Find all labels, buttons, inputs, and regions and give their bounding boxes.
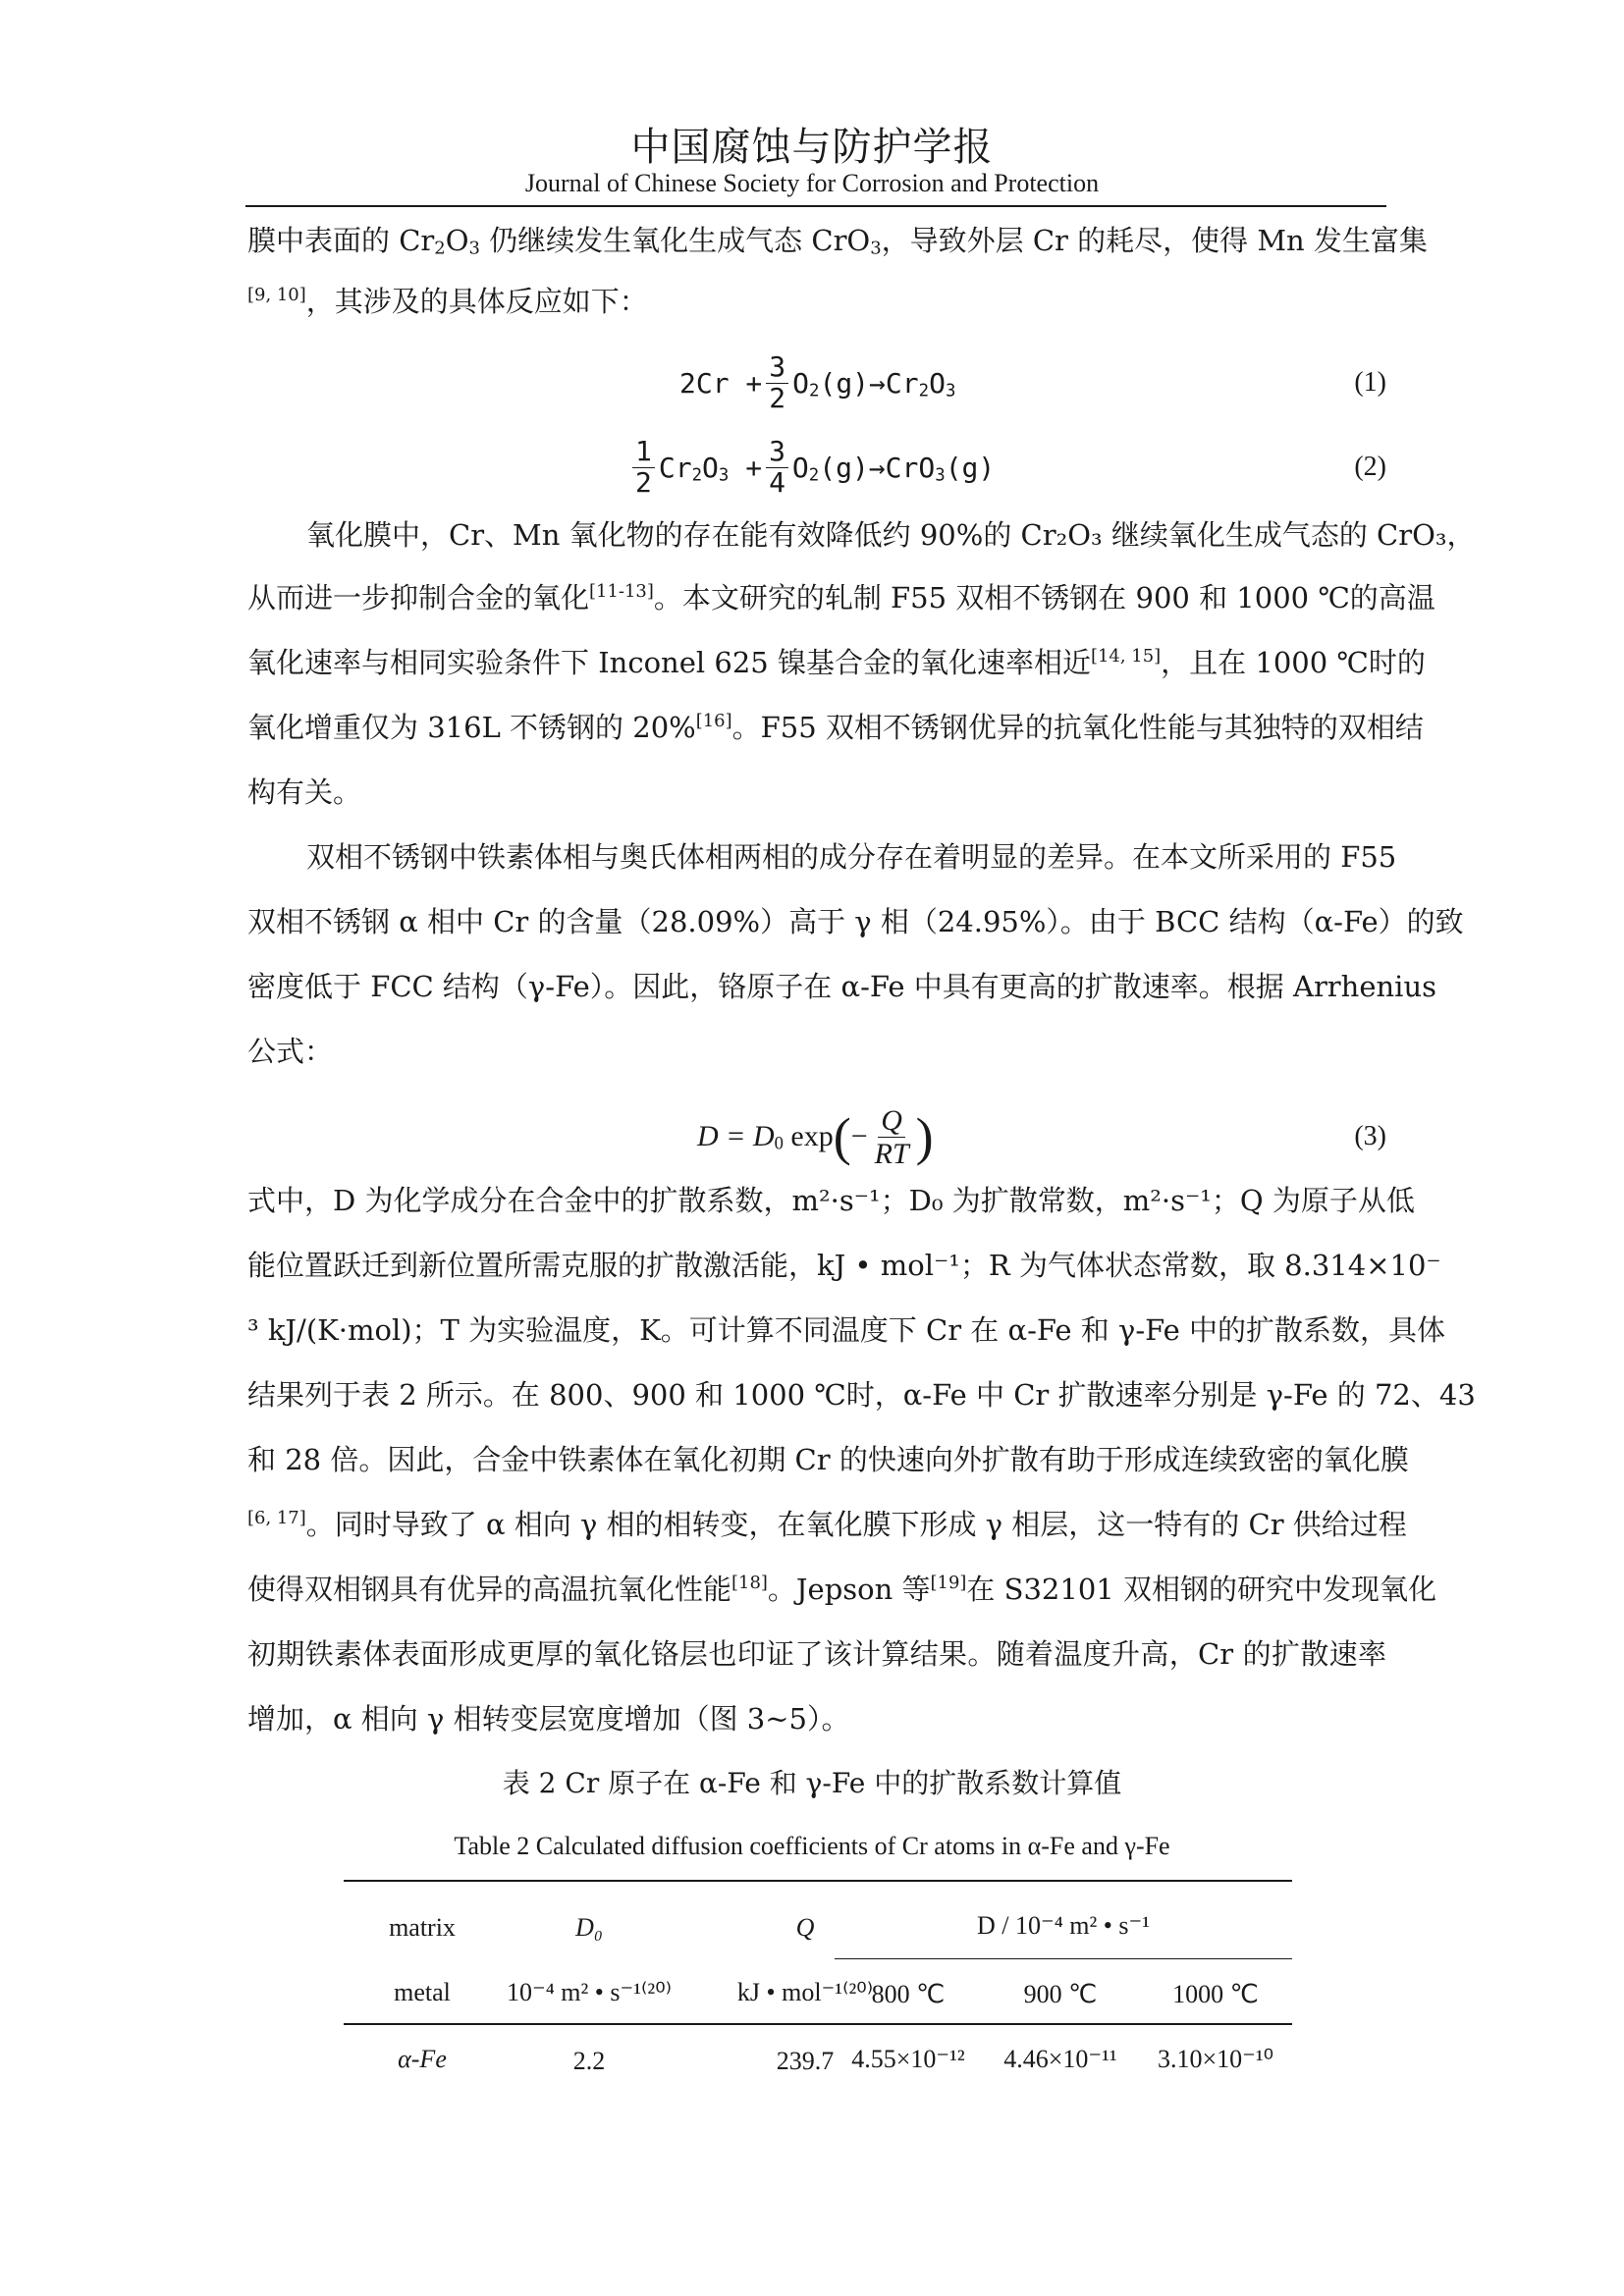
equation-1: 2Cr + $\frac{3}{2}$ $O_2(g)\to Cr_2O_3$ (1) [679,349,1386,414]
p3-line-1: 双相不锈钢中铁素体相与奥氏体相两相的成分存在着明显的差异。在本文所采用的 F55 [306,840,1397,874]
citation: [19] [930,1573,967,1594]
header-metal: metal [394,1978,451,2006]
equation-number: (3) [1354,1121,1386,1151]
row-d1000: 3.10×10⁻¹⁰ [1157,2045,1274,2073]
p3-line-4: 公式： [247,1035,334,1068]
table-top-rule [344,1880,1292,1882]
p2-line-2: 从而进一步抑制合金的氧化[11-13]。本文研究的轧制 F55 双相不锈钢在 900 和 1000 ℃的高温 [247,581,1435,614]
p4-line-7: 使得双相钢具有优异的高温抗氧化性能[18]。Jepson 等[19]在 S32101 双相钢的研究中发现氧化 [247,1573,1436,1606]
header-matrix: matrix [389,1913,456,1942]
equation-number: (1) [1354,367,1386,398]
p3-line-2: 双相不锈钢 α 相中 Cr 的含量（28.09%）高于 γ 相（24.95%）。由于 BCC 结构（α-Fe）的致 [247,905,1464,938]
header-q: Q [795,1913,815,1942]
p4-line-2: 能位置跃迁到新位置所需克服的扩散激活能，kJ • mol⁻¹；R 为气体状态常数，取 8.314×10⁻ [247,1249,1441,1282]
p2-line-4: 氧化增重仅为 316L 不锈钢的 20%[16]。F55 双相不锈钢优异的抗氧化性能与其独特的双相结 [247,711,1424,744]
p4-line-8: 初期铁素体表面形成更厚的氧化铬层也印证了该计算结果。随着温度升高，Cr 的扩散速率 [247,1637,1386,1671]
equation-3: $D = D_0$ exp ( − $\frac{Q}{RT}$ ) (3) [697,1103,1386,1170]
p4-line-6: [6, 17]。同时导致了 α 相向 γ 相的相转变，在氧化膜下形成 γ 相层，这一特有的 Cr 供给过程 [247,1508,1407,1541]
unit-d0: 10⁻⁴ m² • s⁻¹⁽²⁰⁾ [506,1978,673,2006]
unit-q: kJ • mol⁻¹⁽²⁰⁾ [736,1978,874,2006]
equation-number: (2) [1354,452,1386,482]
table-caption-en: Table 2 Calculated diffusion coefficients of Cr atoms in α-Fe and γ-Fe [454,1832,1170,1860]
p1-line-1: 膜中表面的 $Cr_2O_3$ 仍继续发生氧化生成气态 CrO$_3$，导致外层 Cr 的耗尽，使得 Mn 发生富集 [247,224,1428,259]
row-d900: 4.46×10⁻¹¹ [1003,2045,1117,2073]
table-caption-cn: 表 2 Cr 原子在 α-Fe 和 γ-Fe 中的扩散系数计算值 [502,1767,1122,1799]
p4-line-1: 式中，D 为化学成分在合金中的扩散系数，m²·s⁻¹；D₀ 为扩散常数，m²·s⁻¹；Q 为原子从低 [247,1184,1415,1217]
row-q: 239.7 [776,2047,835,2075]
p4-line-9: 增加，α 相向 γ 相转变层宽度增加（图 3~5）。 [247,1702,850,1735]
p4-line-4: 结果列于表 2 所示。在 800、900 和 1000 ℃时，α-Fe 中 Cr 扩散速率分别是 γ-Fe 的 72、43 [247,1378,1476,1412]
p1-line-2: [9, 10]，其涉及的具体反应如下： [247,285,648,318]
p3-line-3: 密度低于 FCC 结构（γ-Fe）。因此，铬原子在 α-Fe 中具有更高的扩散速率。根据 Arrhenius [247,970,1437,1003]
p4-line-5: 和 28 倍。因此，合金中铁素体在氧化初期 Cr 的快速向外扩散有助于形成连续致密的氧化膜 [247,1443,1409,1476]
row-d0: 2.2 [572,2047,606,2075]
citation: [16] [695,711,732,732]
p2-line-5: 构有关。 [247,775,362,809]
equation-2: $\frac{1}{2}$ $Cr_2O_3$ + $\frac{3}{4}$ $O_2(g)\to CrO_3(g)$ (2) [247,428,1386,507]
temp-800: 800 ℃ [871,1980,946,2008]
citation: [11-13] [589,581,654,603]
row-matrix: α-Fe [398,2045,447,2073]
citation: [6, 17] [247,1508,306,1529]
citation: [18] [731,1573,768,1594]
header-d: D / 10⁻⁴ m² • s⁻¹ [976,1911,1151,1940]
header-d0: D₀ [575,1913,603,1942]
table-mid-rule [344,2023,1292,2025]
p2-line-1: 氧化膜中，Cr、Mn 氧化物的存在能有效降低约 90%的 Cr₂O₃ 继续氧化生成气态的 CrO₃， [306,518,1476,552]
journal-title-en: Journal of Chinese Society for Corrosion and Protection [524,169,1100,197]
row-d800: 4.55×10⁻¹² [851,2045,965,2073]
temp-900: 900 ℃ [1023,1980,1098,2008]
citation: [9, 10] [247,285,306,306]
temp-1000: 1000 ℃ [1172,1980,1259,2008]
p4-line-3: ³ kJ/(K·mol)；T 为实验温度，K。可计算不同温度下 Cr 在 α-Fe 和 γ-Fe 中的扩散系数，具体 [247,1313,1446,1347]
header-rule [245,205,1386,207]
journal-title-cn: 中国腐蚀与防护学报 [630,125,994,170]
citation: [14, 15] [1090,646,1162,667]
p2-line-3: 氧化速率与相同实验条件下 Inconel 625 镍基合金的氧化速率相近[14, 15]，且在 1000 ℃时的 [247,646,1426,679]
subheader-rule [835,1958,1292,1959]
